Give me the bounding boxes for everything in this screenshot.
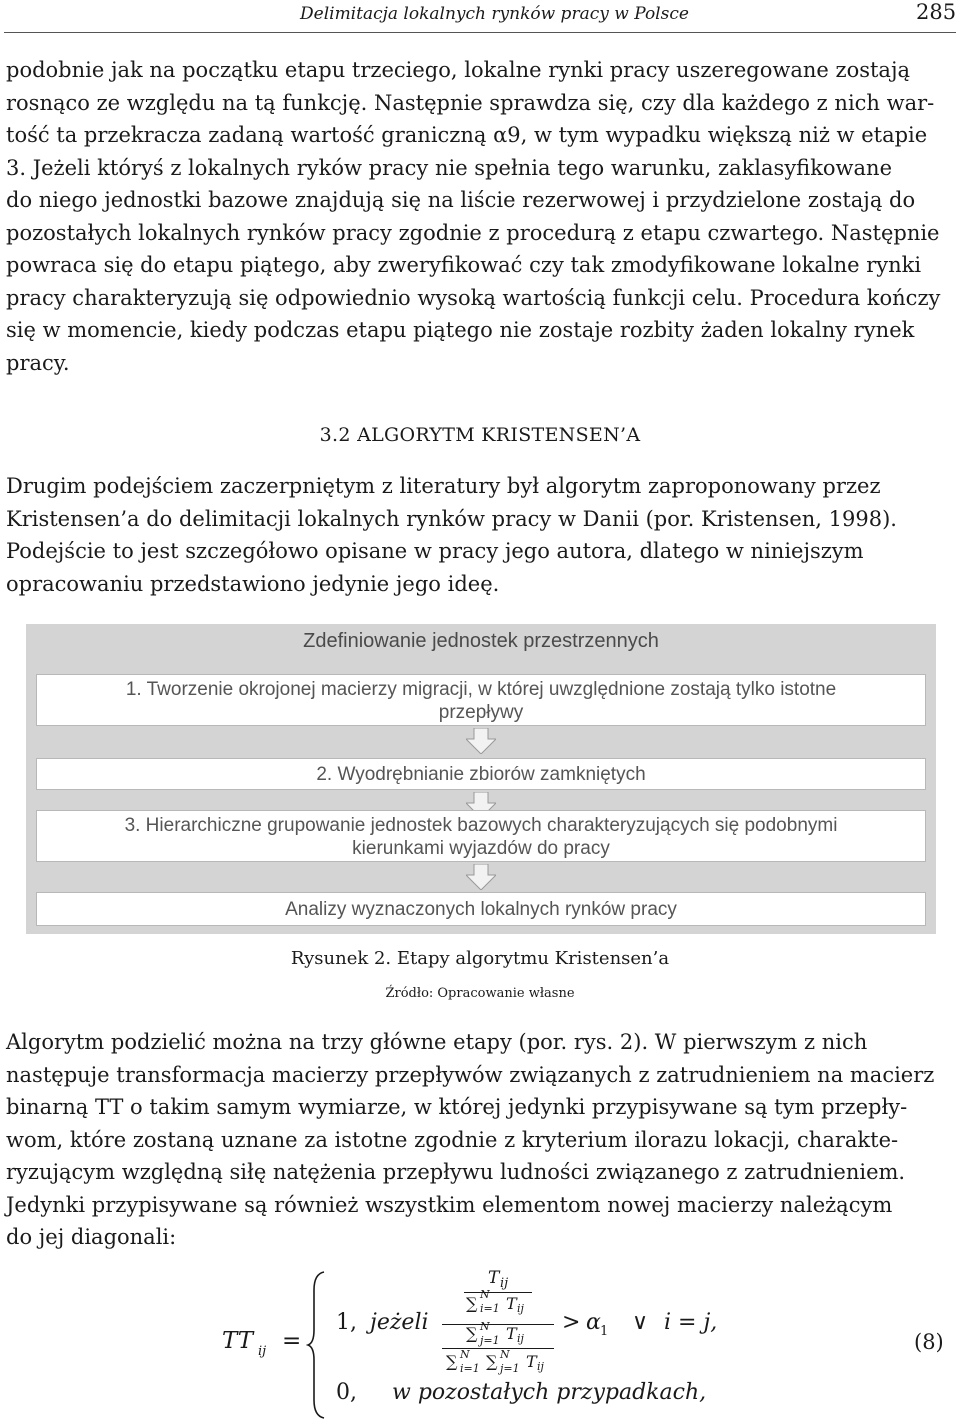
bottom-ij: ij (537, 1360, 544, 1373)
formula-lhs-subscript: ij (258, 1344, 267, 1359)
sum-lower: j=1 (500, 1362, 520, 1375)
sum-icon: ∑ (486, 1352, 498, 1371)
text-line: 3. Jeżeli któryś z lokalnych ryków pracy nie spełnia tego warunku, zaklasyfikowane (6, 155, 893, 180)
text-line: opracowaniu przedstawiono jedynie jego ideę. (6, 571, 500, 596)
text-line: ryzującym względną siłę natężenia przepływu ludności związanego z zatrudnieniem. (6, 1160, 906, 1184)
denominator-T: T (506, 1294, 517, 1313)
text-line: się w momencie, kiedy podczas etapu piątego nie zostaje rozbity żaden lokalny rynek (6, 318, 915, 342)
text-line: powraca się do etapu piątego, aby zweryfikować czy tak zmodyfikowane lokalne rynki (6, 253, 922, 277)
text-line: rosnąco ze względu na tą funkcję. Następnie sprawdza się, czy dla każdego z nich war- (6, 90, 935, 115)
mid-T: T (506, 1324, 517, 1343)
case-2-value: 0, (336, 1380, 357, 1405)
alpha-subscript: 1 (600, 1324, 609, 1339)
formula-lhs: TT (222, 1328, 254, 1354)
step-2-box: 2. Wyodrębnianie zbiorów zamkniętych (36, 758, 926, 790)
numerator-T: T (488, 1268, 500, 1288)
numerator-ij: ij (500, 1276, 509, 1291)
formula-equals: = (282, 1328, 302, 1354)
section-heading: 3.2 ALGORYTM KRISTENSEN’A (319, 424, 641, 446)
sum-icon: ∑ (446, 1352, 458, 1371)
text-line: wom, które zostaną uznane za istotne zgodnie z kryterium ilorazu lokacji, charakte- (6, 1127, 899, 1152)
sum-upper: N (480, 1288, 490, 1301)
alpha-symbol: α (586, 1310, 601, 1335)
step-1-box (36, 674, 926, 726)
text-line: następuje transformacja macierzy przepływów związanych z zatrudnieniem na macierz (6, 1062, 935, 1087)
or-symbol: ∨ (632, 1310, 649, 1335)
text-line: pracy charakteryzują się odpowiednio wysoką wartością funkcji celu. Procedura kończy (6, 285, 941, 310)
text-line: Kristensen’a do delimitacji lokalnych rynków pracy w Danii (por. Kristensen, 1998). (6, 506, 897, 531)
step-3-line: 3. Hierarchiczne grupowanie jednostek bazowych charakteryzujących się podobnymi (124, 815, 838, 836)
step-3-box (36, 810, 926, 862)
i-equals-j: i = j, (664, 1310, 718, 1335)
lower-fraction-bar (442, 1348, 554, 1349)
text-line: do jej diagonali: (6, 1225, 177, 1249)
inner-fraction-bar (464, 1292, 532, 1293)
sum-upper: N (500, 1348, 510, 1361)
figure-source: Źródło: Opracowanie własne (385, 986, 575, 1001)
sum-icon: ∑ (466, 1324, 478, 1343)
mid-ij: ij (517, 1332, 524, 1345)
paragraph-3 (6, 1026, 956, 1254)
text-line: podobnie jak na początku etapu trzeciego, lokalne rynki pracy uszeregowane zostają (6, 58, 910, 82)
text-line: Jedynki przypisywane są również wszystkim elementom nowej macierzy należącym (6, 1192, 893, 1217)
sum-lower: i=1 (480, 1302, 500, 1315)
equation-number: (8) (914, 1330, 944, 1354)
text-line: pracy. (6, 350, 70, 375)
text-line: binarną TT o takim samym wymiarze, w której jedynki przypisywane są tym przepły- (6, 1095, 908, 1119)
text-line: pozostałych lokalnych rynków pracy zgodnie z procedurą z etapu czwartego. Następnie (6, 220, 940, 245)
case-1-condition: jeżeli (370, 1310, 429, 1335)
sum-upper: N (460, 1348, 470, 1361)
final-box: Analizy wyznaczonych lokalnych rynków pracy (36, 892, 926, 926)
denominator-ij: ij (517, 1302, 524, 1315)
page-number: 285 (916, 0, 957, 24)
flow-diagram (26, 624, 936, 934)
figure-caption: Rysunek 2. Etapy algorytmu Kristensen’a (290, 948, 670, 969)
paragraph-2 (6, 470, 956, 600)
arrow-down-icon (466, 728, 496, 754)
header-rule (4, 32, 956, 33)
bottom-T: T (526, 1352, 537, 1371)
sum-lower: j=1 (480, 1334, 500, 1347)
case-1-value: 1, (336, 1310, 357, 1335)
sum-lower: i=1 (460, 1362, 480, 1375)
brace-icon (306, 1270, 328, 1420)
text-line: tość ta przekracza zadaną wartość graniczną α9, w tym wypadku większą niż w etapie (6, 123, 928, 147)
running-header: Delimitacja lokalnych rynków pracy w Polsce (300, 4, 689, 24)
greater-than: > (562, 1310, 581, 1335)
text-line: Podejście to jest szczegółowo opisane w pracy jego autora, dlatego w niniejszym (6, 539, 864, 563)
step-1-line: 1. Tworzenie okrojonej macierzy migracji, w której uwzględnione zostają tylko istotne (125, 679, 837, 700)
sum-upper: N (480, 1320, 490, 1333)
paragraph-1 (6, 54, 956, 379)
text-line: do niego jednostki bazowe znajdują się na liście rezerwowej i przydzielone zostają do (6, 188, 916, 212)
diagram-head: Zdefiniowanie jednostek przestrzennych (303, 630, 659, 652)
equation-8 (0, 1262, 960, 1419)
sum-icon: ∑ (466, 1294, 478, 1313)
case-2-condition: w pozostałych przypadkach, (392, 1380, 707, 1405)
step-3-line: kierunkami wyjazdów do pracy (352, 838, 610, 859)
step-1-line: przepływy (438, 702, 524, 723)
text-line: Algorytm podzielić można na trzy główne etapy (por. rys. 2). W pierwszym z nich (6, 1030, 868, 1054)
arrow-down-icon (466, 864, 496, 890)
text-line: Drugim podejściem zaczerpniętym z literatury był algorytm zaproponowany przez (6, 474, 881, 498)
main-fraction-bar (442, 1324, 554, 1325)
